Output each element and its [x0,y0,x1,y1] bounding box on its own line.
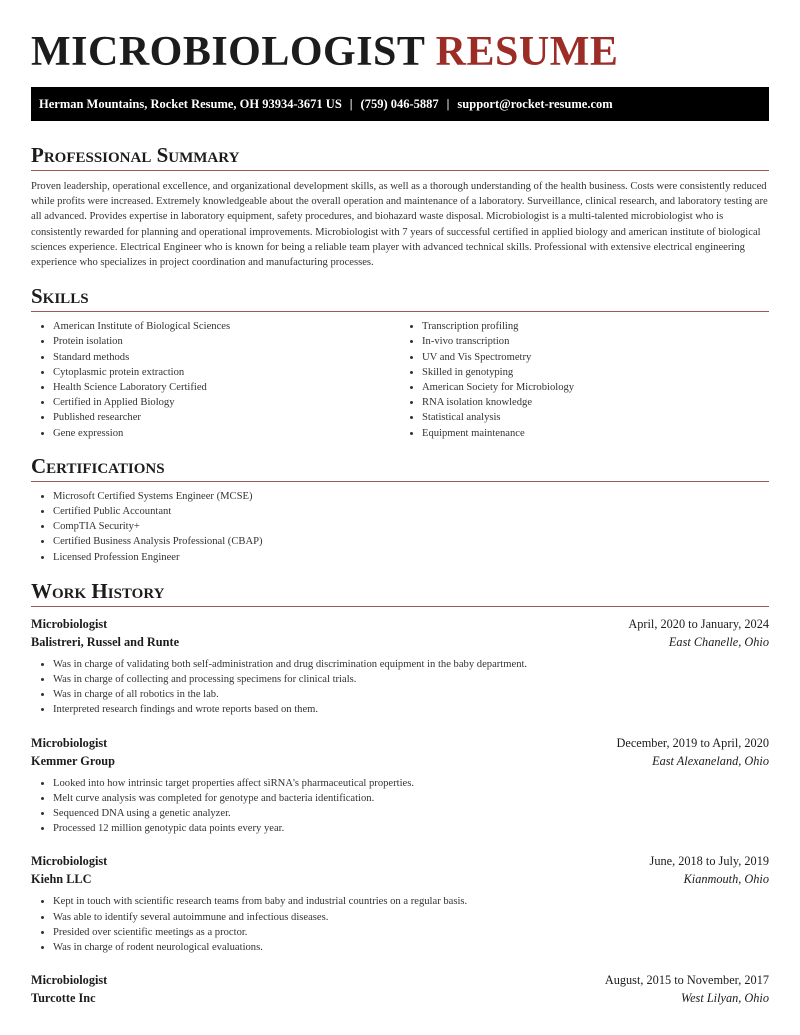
skill-item: • RNA isolation knowledge [422,395,769,410]
job-company-row [31,870,769,888]
contact-email: support@rocket-resume.com [457,96,613,111]
job-company: Balistreri, Russel and Runte [31,634,180,649]
work-history-heading: Work History [31,579,769,607]
job-duty: • Melt curve analysis was completed for genotype and bacteria identification. [53,791,769,806]
job-title: Microbiologist [31,735,108,750]
job-entry [31,852,769,955]
job-duties-list [31,657,769,718]
skill-item: • UV and Vis Spectrometry [422,350,769,365]
skill-item: • Statistical analysis [422,410,769,425]
contact-separator: | [446,96,450,111]
skill-item: • Standard methods [53,350,400,365]
skill-item: • Health Science Laboratory Certified [53,380,400,395]
contact-separator: | [349,96,353,111]
job-dates: June, 2018 to July, 2019 [649,854,769,869]
job-dates: December, 2019 to April, 2020 [616,735,769,750]
contact-bar [31,87,769,121]
job-duty: • Was in charge of all robotics in the lab. [53,687,769,702]
job-duty: • Kept in touch with scientific research teams from baby and industrial countries on a regular basis. [53,894,769,909]
skills-heading: Skills [31,284,769,312]
job-company-row [31,752,769,770]
certifications-heading: Certifications [31,454,769,482]
summary-text: Proven leadership, operational excellence, and organizational development skills, as well as a thorough understanding of the health business. Costs were consistently reduced while profits were increased. Extremely knowledgeable about the overall operation and maintenance of a laboratory. Surveillance, clinical research, and laboratory testing are all advanced. Provides expertise in laboratory equipment, safety procedures, and biohazard waste disposal. Microbiologist is a multi-talented microbiologist who is consistently rewarded for planning and operational improvements. Microbiologist with 7 years of successful certified in applied biology and american institute of biological sciences experience. Electrical Engineer who is known for being a reliable team player with advanced technical skills. Professional with extensive electrical engineering experience who specializes in project coordination and manufacturing processes. [31,181,768,269]
job-dates: April, 2020 to January, 2024 [628,616,769,631]
certification-item: • Microsoft Certified Systems Engineer (MCSE) [53,489,769,504]
skill-item: • Skilled in genotyping [422,365,769,380]
job-duty: • Looked into how intrinsic target properties affect siRNA's pharmaceutical properties. [53,776,769,791]
title-main: MICROBIOLOGIST [31,29,425,75]
job-header-row [31,852,769,870]
job-header-row [31,971,769,989]
skill-item: • Transcription profiling [422,319,769,334]
title-accent: RESUME [435,29,619,75]
job-duty: • Was able to identify several autoimmune and infectious diseases. [53,910,769,925]
skill-item: • Protein isolation [53,334,400,349]
job-entry [31,971,769,1007]
job-company: Kemmer Group [31,753,115,768]
certification-item: • Licensed Profession Engineer [53,550,769,565]
skill-item: • Cytoplasmic protein extraction [53,365,400,380]
job-company: Turcotte Inc [31,991,96,1006]
job-company: Kiehn LLC [31,872,92,887]
job-duty: • Presided over scientific meetings as a proctor. [53,925,769,940]
job-title: Microbiologist [31,616,108,631]
certification-item: • Certified Public Accountant [53,504,769,519]
certification-item: • Certified Business Analysis Professional (CBAP) [53,534,769,549]
job-duty: • Interpreted research findings and wrote reports based on them. [53,702,769,717]
job-duty: • Processed 12 million genotypic data points every year. [53,821,769,836]
job-location: Kianmouth, Ohio [683,872,769,887]
job-location: West Lilyan, Ohio [680,991,769,1006]
contact-phone: (759) 046-5887 [360,96,439,111]
job-location: East Alexaneland, Ohio [652,753,769,768]
skill-item: • Published researcher [53,410,400,425]
certifications-list [31,489,769,565]
skill-item: • Certified in Applied Biology [53,395,400,410]
job-entry [31,734,769,837]
job-location: East Chanelle, Ohio [668,634,769,649]
skill-item: • In-vivo transcription [422,334,769,349]
job-duty: • Sequenced DNA using a genetic analyzer. [53,806,769,821]
skill-item: • American Society for Microbiology [422,380,769,395]
skill-item: • American Institute of Biological Sciences [53,319,400,334]
job-duty: • Was in charge of rodent neurological evaluations. [53,940,769,955]
job-duties-list [31,894,769,955]
job-company-row [31,989,769,1007]
job-duty: • Was in charge of collecting and processing specimens for clinical trials. [53,672,769,687]
skills-list-left [31,319,400,441]
job-header-row [31,734,769,752]
skill-item: • Gene expression [53,426,400,441]
job-header-row [31,615,769,633]
certification-item: • CompTIA Security+ [53,519,769,534]
job-company-row [31,633,769,651]
job-title: Microbiologist [31,973,108,988]
skill-item: • Equipment maintenance [422,426,769,441]
job-duty: • Was in charge of validating both self-administration and drug discrimination equipment in the baby department. [53,657,769,672]
job-dates: August, 2015 to November, 2017 [604,973,769,988]
job-entry [31,615,769,718]
job-duties-list [31,776,769,837]
summary-heading: Professional Summary [31,143,769,171]
skills-columns [31,319,769,441]
skills-list-right [400,319,769,441]
contact-address: Herman Mountains, Rocket Resume, OH 93934-3671 US [39,96,342,111]
job-title: Microbiologist [31,854,108,869]
resume-title [31,30,769,73]
